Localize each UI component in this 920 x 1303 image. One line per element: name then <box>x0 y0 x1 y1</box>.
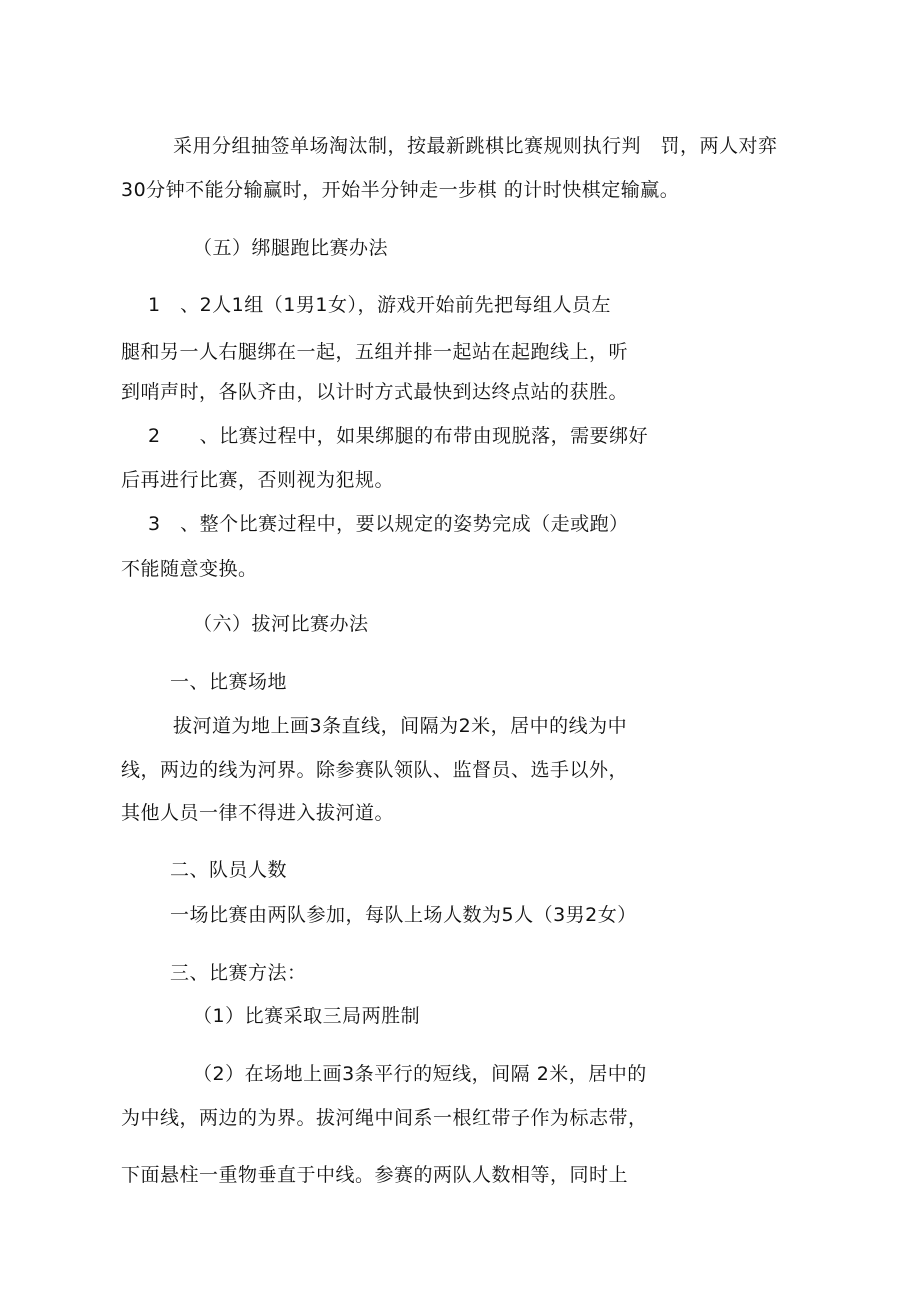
subheading-method: 三、比赛方法： <box>170 962 307 984</box>
paragraph-line-13: 拔河道为地上画3条直线，间隔为2米，居中的线为中 <box>173 715 628 737</box>
section-heading-6: （六）拔河比赛办法 <box>193 613 369 635</box>
paragraph-line-9: 3 、整个比赛过程中，要以规定的姿势完成（走或跑） <box>148 513 629 535</box>
paragraph-line-5: 腿和另一人右腿绑在一起，五组并排一起站在起跑线上，听 <box>121 341 629 363</box>
paragraph-line-21: 为中线，两边的为界。拔河绳中间系一根红带子作为标志带， <box>121 1107 648 1129</box>
paragraph-line-4: 1 、2人1组（1男1女），游戏开始前先把每组人员左 <box>148 294 611 316</box>
paragraph-line-10: 不能随意变换。 <box>121 558 258 580</box>
paragraph-line-22: 下面悬柱一重物垂直于中线。参赛的两队人数相等，同时上 <box>121 1164 629 1186</box>
paragraph-line-2: 30分钟不能分输赢时，开始半分钟走一步棋 的计时快棋定输赢。 <box>121 179 680 201</box>
paragraph-line-17: 一场比赛由两队参加，每队上场人数为5人（3男2女） <box>170 904 637 926</box>
subheading-venue: 一、比赛场地 <box>170 671 288 693</box>
section-heading-5: （五）绑腿跑比赛办法 <box>193 237 389 259</box>
paragraph-line-8: 后再进行比赛，否则视为犯规。 <box>121 469 395 491</box>
list-item-2: （2）在场地上画3条平行的短线，间隔 2米，居中的 <box>193 1063 647 1085</box>
list-item-1: （1）比赛采取三局两胜制 <box>193 1005 421 1027</box>
paragraph-line-6: 到哨声时，各队齐由，以计时方式最快到达终点站的获胜。 <box>121 381 629 403</box>
paragraph-line-1: 采用分组抽签单场淘汰制，按最新跳棋比赛规则执行判 罚，两人对弈 <box>173 135 778 157</box>
subheading-players: 二、队员人数 <box>170 859 288 881</box>
paragraph-line-15: 其他人员一律不得进入拔河道。 <box>121 802 395 824</box>
paragraph-line-14: 线，两边的线为河界。除参赛队领队、监督员、选手以外， <box>121 759 629 781</box>
paragraph-line-7: 2 、比赛过程中，如果绑腿的布带由现脱落，需要绑好 <box>148 425 649 447</box>
